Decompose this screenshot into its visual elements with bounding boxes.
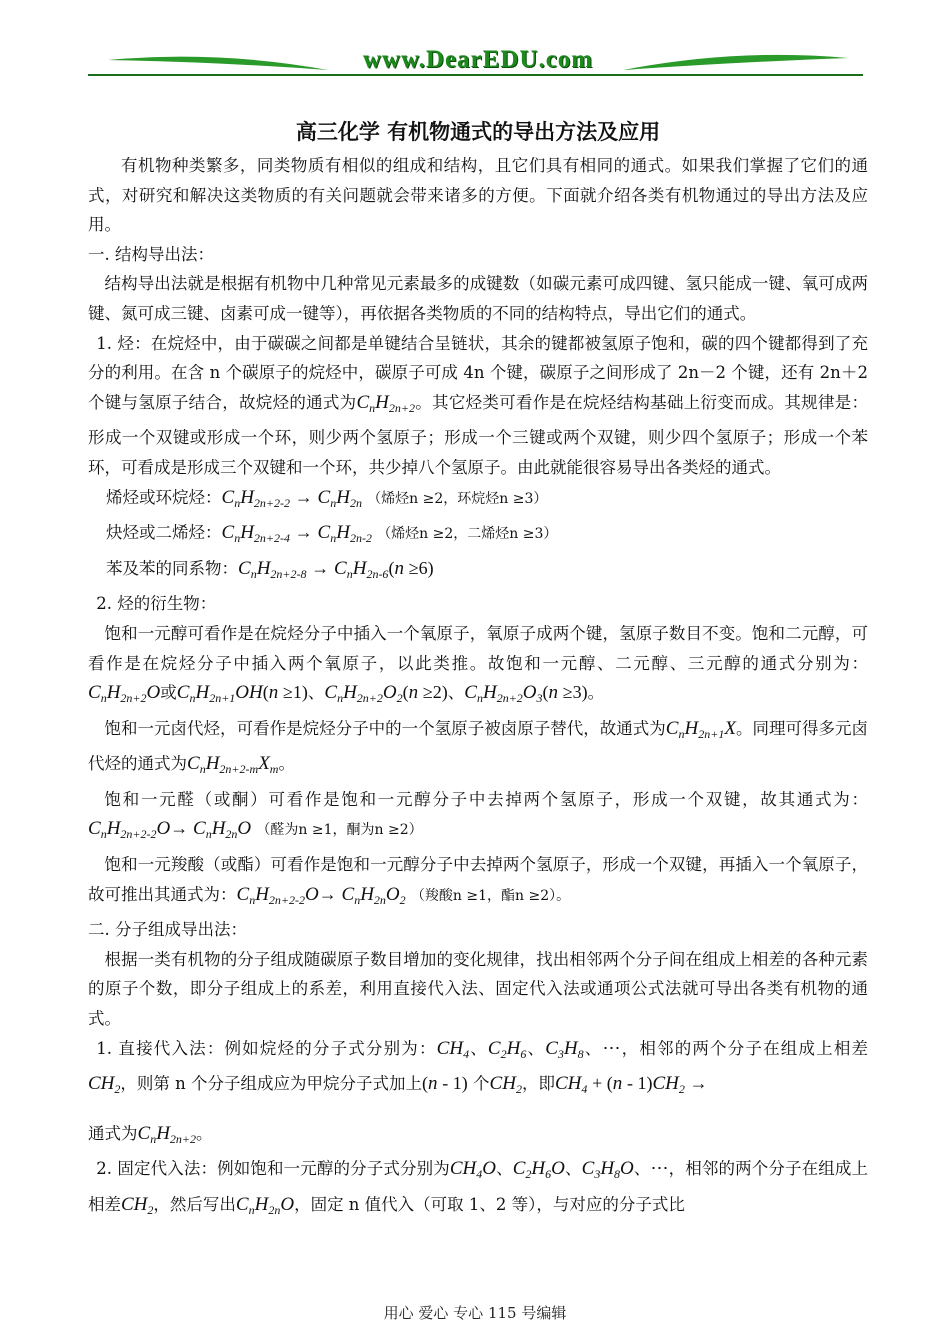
section-1-paragraph: 结构导出法就是根据有机物中几种常见元素最多的成键数（如碳元素可成四键、氢只能成一键、氧可成两键、氮可成三键、卤素可成一键等），再依据各类物质的不同的结构特点，导出它们的通式。 [88, 274, 868, 323]
alkene-formula-line: 烯烃或环烷烃：$C_nH_{2n+2-2} \to C_nH_{2n}$ （烯烃n ≥2，环烷烃n ≥3） [106, 486, 548, 510]
site-header [88, 42, 863, 82]
section-2-paragraph: 根据一类有机物的分子组成随碳原子数目增加的变化规律，找出相邻两个分子间在组成上相差的各种元素的原子个数，即分子组成上的系差，利用直接代入法、固定代入法或通项公式法就可导出各类有机物的通式。 [88, 949, 868, 1029]
intro-paragraph: 有机物种类繁多，同类物质有相似的组成和结构，且它们具有相同的通式。如果我们掌握了它们的通式，对研究和解决这类物质的有关问题就会带来诸多的方便。下面就介绍各类有机物通过的导出方法及应用。 [88, 156, 868, 235]
site-logo-text[interactable]: www.DearEDU.com [362, 46, 594, 73]
alcohol-paragraph: 饱和一元醇可看作是在烷烃分子中插入一个氧原子，氧原子成两个键，氢原子数目不变。饱和二元醇，可看作是在烷烃分子中插入两个氧原子，以此类推。故饱和一元醇、二元醇、三元醇的通式分别为：$C_nH_{2n+2}O$或$C_nH_{2n+1}OH(n \ge 1)$、$C_nH_{2n+2}O_2(n \ge 2)$、$C_nH_{2n+2}O_3(n \ge 3)$。 [88, 623, 868, 706]
direct-substitution-result: 通式为$C_nH_{2n+2}$。 [88, 1122, 213, 1146]
section-1-heading: 一. 结构导出法： [88, 244, 214, 264]
alkyne-formula-line: 炔烃或二烯烃：$C_nH_{2n+2-4} \to C_nH_{2n-2}$ （烯烃n ≥2，二烯烃n ≥3） [106, 522, 558, 546]
acid-paragraph: 饱和一元羧酸（或酯）可看作是饱和一元醇分子中去掉两个氢原子，形成一个双键，再插入一个氧原子，故可推出其通式为：$C_nH_{2n+2-2}O\to C_nH_{2n}O_2$ （羧酸n ≥1，酯n ≥2）。 [88, 855, 868, 907]
direct-substitution-paragraph: 1. 直接代入法：例如烷烃的分子式分别为：$CH_4$、$C_2H_6$、$C_3H_8$、⋯，相邻的两个分子在组成上相差$CH_2$，则第 n 个分子组成应为甲烷分子式加上(n - 1) 个$CH_2$，即$CH_4 + (n - 1)CH_2$ → [88, 1037, 868, 1097]
page-footer: 用心 爱心 专心 115 号编辑 [383, 1304, 567, 1322]
benzene-formula-line: 苯及苯的同系物：$C_nH_{2n+2-8} \to C_nH_{2n-6}(n \ge 6)$ [106, 557, 434, 581]
halide-paragraph: 饱和一元卤代烃，可看作是烷烃分子中的一个氢原子被卤原子替代，故通式为$C_nH_{2n+1}X$。同理可得多元卤代烃的通式为$C_nH_{2n+2-m}X_m$。 [88, 717, 869, 777]
hydrocarbon-paragraph: 1. 烃：在烷烃中，由于碳碳之间都是单键结合呈链状，其余的键都被氢原子饱和，碳的四个键都得到了充分的利用。在含 n 个碳原子的烷烃中，碳原子可成 4n 个键，碳原子之间形成了 2n－2 个键，还有 2n＋2 个键与氢原子结合，故烷烃的通式为$C_nH_{2n+2}$。其它烃类可看作是在烷烃结构基础上衍变而成。其规律是：形成一个双键或形成一个环，则少两个氢原子；形成一个三键或两个双键，则少四个氢原子；形成一个苯环，可看成是形成三个双键和一个环，共少掉八个氢原子。由此就能很容易导出各类烃的通式。 [88, 333, 869, 477]
section-2-heading: 二. 分子组成导出法： [88, 920, 247, 940]
fixed-substitution-paragraph: 2. 固定代入法：例如饱和一元醇的分子式分别为$CH_4O$、$C_2H_6O$、$C_3H_8O$、⋯，相邻的两个分子在组成上相差$CH_2$，然后写出$C_nH_{2n}O$，固定 n 值代入（可取 1、2 等），与对应的分子式比 [88, 1158, 869, 1217]
page-title: 高三化学 有机物通式的导出方法及应用 [295, 119, 661, 144]
aldehyde-paragraph: 饱和一元醛（或酮）可看作是饱和一元醇分子中去掉两个氢原子，形成一个双键，故其通式为：$C_nH_{2n+2-2}O\to C_nH_{2n}O$ （醛为n ≥1，酮为n ≥2） [88, 789, 868, 842]
document-body [88, 115, 868, 1226]
derivatives-heading: 2. 烃的衍生物： [96, 594, 217, 614]
